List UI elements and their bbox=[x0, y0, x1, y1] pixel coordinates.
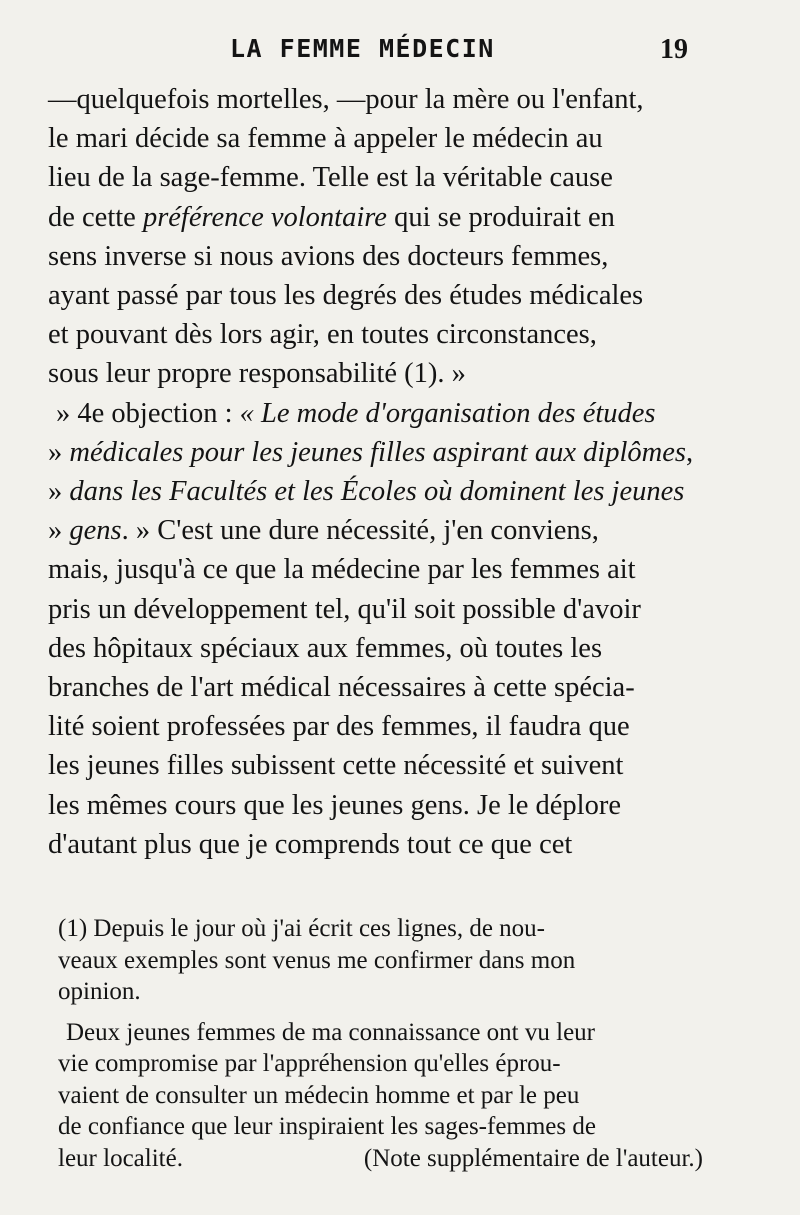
text-line bbox=[48, 550, 698, 589]
italic-phrase: préférence volontaire bbox=[142, 201, 387, 233]
text-line bbox=[48, 629, 698, 668]
text-span: d'autant plus que je comprends tout ce que cet bbox=[48, 828, 573, 860]
footnotes bbox=[58, 913, 703, 1174]
text-line bbox=[48, 276, 698, 315]
text-line bbox=[48, 668, 698, 707]
quote-mark: » bbox=[48, 436, 63, 468]
text-line bbox=[48, 394, 698, 433]
text-span: les mêmes cours que les jeunes gens. Je le déplore bbox=[48, 789, 621, 821]
text-line bbox=[48, 511, 698, 550]
text-span: . » C'est une dure nécessité, j'en conviens, bbox=[121, 515, 599, 547]
footnote-line bbox=[58, 913, 703, 945]
text-span: veaux exemples sont venus me confirmer dans mon bbox=[58, 946, 576, 974]
footnote-line bbox=[58, 945, 703, 977]
footnote-line bbox=[58, 1048, 703, 1080]
text-span: sens inverse si nous avions des docteurs femmes, bbox=[48, 240, 609, 272]
text-span: de confiance que leur inspiraient les sages-femmes de bbox=[58, 1113, 596, 1140]
text-span: Deux jeunes femmes de ma connaissance ont vu leur bbox=[66, 1018, 595, 1046]
text-line bbox=[48, 590, 698, 629]
text-line bbox=[48, 786, 698, 825]
page-number: 19 bbox=[660, 34, 688, 65]
text-span: opinion. bbox=[58, 978, 141, 1005]
text-span: sous leur propre responsabilité (1). » bbox=[48, 358, 466, 390]
text-line bbox=[48, 707, 698, 746]
italic-quote: dans les Facultés et les Écoles où dominent les jeunes bbox=[69, 476, 685, 508]
footnote-line bbox=[58, 1111, 703, 1143]
text-line bbox=[48, 158, 698, 197]
text-span: et pouvant dès lors agir, en toutes circonstances, bbox=[48, 319, 597, 351]
main-text bbox=[48, 80, 698, 864]
text-span: pris un développement tel, qu'il soit possible d'avoir bbox=[48, 593, 641, 625]
text-span: de cette bbox=[48, 201, 136, 233]
text-span: le mari décide sa femme à appeler le médecin au bbox=[48, 123, 603, 155]
text-span: mais, jusqu'à ce que la médecine par les femmes ait bbox=[48, 554, 636, 586]
footnote-spacer bbox=[58, 1008, 703, 1017]
text-span: qui se produirait en bbox=[394, 201, 615, 233]
text-span: ayant passé par tous les degrés des études médicales bbox=[48, 280, 644, 312]
text-line bbox=[48, 315, 698, 354]
footnote-line bbox=[58, 1143, 703, 1175]
text-span: branches de l'art médical nécessaires à cette spécia- bbox=[48, 672, 635, 704]
page-header bbox=[0, 34, 800, 74]
text-span: vaient de consulter un médecin homme et par le peu bbox=[58, 1081, 580, 1109]
quote-mark: » bbox=[48, 476, 63, 508]
text-span: lieu de la sage-femme. Telle est la véritable cause bbox=[48, 162, 613, 194]
text-span: » 4e objection : bbox=[56, 397, 233, 429]
text-line bbox=[48, 746, 698, 785]
author-note: (Note supplémentaire de l'auteur.) bbox=[363, 1144, 703, 1172]
text-line bbox=[48, 237, 698, 276]
italic-quote: médicales pour les jeunes filles aspirant aux diplômes bbox=[69, 436, 687, 468]
text-line bbox=[48, 119, 698, 158]
footnote-line bbox=[58, 1080, 703, 1112]
italic-quote: « Le mode d'organisation des études bbox=[239, 397, 656, 429]
text-span: vie compromise par l'appréhension qu'elles éprou- bbox=[58, 1050, 561, 1077]
text-line bbox=[48, 825, 698, 864]
text-span: (1) Depuis le jour où j'ai écrit ces lignes, de nou- bbox=[58, 915, 545, 942]
text-span: les jeunes filles subissent cette nécessité et suivent bbox=[48, 750, 624, 782]
text-line bbox=[48, 472, 698, 511]
text-span: , bbox=[686, 436, 694, 468]
italic-quote: gens bbox=[69, 515, 122, 547]
text-line bbox=[48, 354, 698, 393]
text-span: lité soient professées par des femmes, il faudra que bbox=[48, 711, 630, 743]
text-span: des hôpitaux spéciaux aux femmes, où toutes les bbox=[48, 632, 603, 664]
quote-mark: » bbox=[48, 515, 63, 547]
footnote-line bbox=[58, 976, 703, 1008]
text-span: —quelquefois mortelles, —pour la mère ou l'enfant, bbox=[48, 84, 644, 115]
text-line bbox=[48, 198, 698, 237]
text-line bbox=[48, 80, 698, 119]
text-line bbox=[48, 433, 698, 472]
running-title: LA FEMME MÉDECIN bbox=[230, 34, 495, 63]
text-span: leur localité. bbox=[58, 1144, 183, 1172]
footnote-line bbox=[58, 1017, 703, 1049]
